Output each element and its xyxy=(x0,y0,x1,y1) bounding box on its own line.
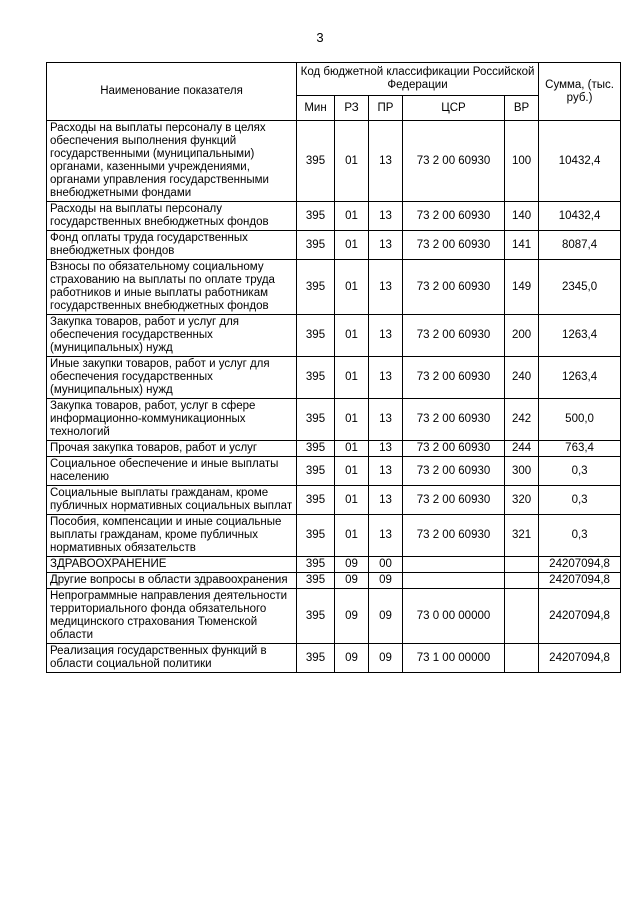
row-sum: 24207094,8 xyxy=(539,557,621,573)
row-vr xyxy=(505,557,539,573)
row-csr xyxy=(403,573,505,589)
row-vr: 300 xyxy=(505,457,539,486)
row-name: Закупка товаров, работ, услуг в сфере информационно-коммуникационных технологий xyxy=(47,399,297,441)
row-rz: 09 xyxy=(335,573,369,589)
header-name: Наименование показателя xyxy=(47,63,297,121)
row-name: Расходы на выплаты персоналу в целях обеспечения выполнения функций государственными (муниципальными) органами, казенными учреждениями, органами управления государственными внебюджетными фондами xyxy=(47,121,297,202)
row-csr: 73 2 00 60930 xyxy=(403,486,505,515)
table-body xyxy=(47,121,621,673)
row-min: 395 xyxy=(297,589,335,644)
row-vr: 242 xyxy=(505,399,539,441)
row-name: Реализация государственных функций в области социальной политики xyxy=(47,644,297,673)
table-row xyxy=(47,315,621,357)
row-rz: 09 xyxy=(335,644,369,673)
table-row xyxy=(47,486,621,515)
table-row xyxy=(47,260,621,315)
row-min: 395 xyxy=(297,357,335,399)
row-min: 395 xyxy=(297,121,335,202)
row-vr: 141 xyxy=(505,231,539,260)
row-vr xyxy=(505,644,539,673)
row-csr: 73 2 00 60930 xyxy=(403,357,505,399)
row-pr: 09 xyxy=(369,589,403,644)
row-csr: 73 2 00 60930 xyxy=(403,399,505,441)
row-min: 395 xyxy=(297,441,335,457)
row-pr: 13 xyxy=(369,515,403,557)
row-pr: 13 xyxy=(369,231,403,260)
row-pr: 13 xyxy=(369,315,403,357)
row-min: 395 xyxy=(297,486,335,515)
header-vr: ВР xyxy=(505,96,539,121)
row-min: 395 xyxy=(297,515,335,557)
row-sum: 1263,4 xyxy=(539,357,621,399)
row-min: 395 xyxy=(297,260,335,315)
row-vr: 321 xyxy=(505,515,539,557)
row-csr: 73 2 00 60930 xyxy=(403,260,505,315)
row-name: Расходы на выплаты персоналу государственных внебюджетных фондов xyxy=(47,202,297,231)
header-rz: РЗ xyxy=(335,96,369,121)
row-rz: 09 xyxy=(335,557,369,573)
table-row xyxy=(47,557,621,573)
row-min: 395 xyxy=(297,644,335,673)
row-pr: 13 xyxy=(369,357,403,399)
row-rz: 01 xyxy=(335,486,369,515)
row-name: Другие вопросы в области здравоохранения xyxy=(47,573,297,589)
row-csr: 73 0 00 00000 xyxy=(403,589,505,644)
row-sum: 24207094,8 xyxy=(539,573,621,589)
row-sum: 24207094,8 xyxy=(539,589,621,644)
row-sum: 0,3 xyxy=(539,486,621,515)
row-name: Фонд оплаты труда государственных внебюджетных фондов xyxy=(47,231,297,260)
row-rz: 01 xyxy=(335,315,369,357)
row-pr: 13 xyxy=(369,202,403,231)
row-vr: 140 xyxy=(505,202,539,231)
row-pr: 09 xyxy=(369,573,403,589)
table-row xyxy=(47,441,621,457)
row-min: 395 xyxy=(297,557,335,573)
row-sum: 763,4 xyxy=(539,441,621,457)
row-vr xyxy=(505,573,539,589)
row-rz: 09 xyxy=(335,589,369,644)
row-rz: 01 xyxy=(335,260,369,315)
row-vr: 240 xyxy=(505,357,539,399)
table-row xyxy=(47,231,621,260)
row-vr: 200 xyxy=(505,315,539,357)
row-pr: 13 xyxy=(369,441,403,457)
table-row xyxy=(47,121,621,202)
header-min: Мин xyxy=(297,96,335,121)
table-row xyxy=(47,399,621,441)
row-sum: 10432,4 xyxy=(539,121,621,202)
row-min: 395 xyxy=(297,315,335,357)
row-pr: 13 xyxy=(369,121,403,202)
table-row xyxy=(47,357,621,399)
row-min: 395 xyxy=(297,573,335,589)
row-min: 395 xyxy=(297,457,335,486)
table-row xyxy=(47,644,621,673)
row-rz: 01 xyxy=(335,441,369,457)
row-csr: 73 2 00 60930 xyxy=(403,441,505,457)
row-sum: 10432,4 xyxy=(539,202,621,231)
table-row xyxy=(47,589,621,644)
row-csr: 73 2 00 60930 xyxy=(403,231,505,260)
row-rz: 01 xyxy=(335,357,369,399)
header-csr: ЦСР xyxy=(403,96,505,121)
table-row xyxy=(47,457,621,486)
row-csr xyxy=(403,557,505,573)
row-sum: 0,3 xyxy=(539,515,621,557)
page-number: 3 xyxy=(316,30,324,45)
row-sum: 24207094,8 xyxy=(539,644,621,673)
row-pr: 09 xyxy=(369,644,403,673)
row-min: 395 xyxy=(297,399,335,441)
row-name: ЗДРАВООХРАНЕНИЕ xyxy=(47,557,297,573)
row-pr: 13 xyxy=(369,260,403,315)
row-vr xyxy=(505,589,539,644)
row-pr: 00 xyxy=(369,557,403,573)
row-vr: 149 xyxy=(505,260,539,315)
header-pr: ПР xyxy=(369,96,403,121)
row-name: Социальное обеспечение и иные выплаты населению xyxy=(47,457,297,486)
row-pr: 13 xyxy=(369,457,403,486)
row-sum: 1263,4 xyxy=(539,315,621,357)
row-name: Закупка товаров, работ и услуг для обеспечения государственных (муниципальных) нужд xyxy=(47,315,297,357)
row-csr: 73 1 00 00000 xyxy=(403,644,505,673)
row-csr: 73 2 00 60930 xyxy=(403,202,505,231)
row-min: 395 xyxy=(297,231,335,260)
row-name: Пособия, компенсации и иные социальные выплаты гражданам, кроме публичных нормативных обязательств xyxy=(47,515,297,557)
table-row xyxy=(47,202,621,231)
row-name: Социальные выплаты гражданам, кроме публичных нормативных социальных выплат xyxy=(47,486,297,515)
row-csr: 73 2 00 60930 xyxy=(403,121,505,202)
row-rz: 01 xyxy=(335,399,369,441)
row-rz: 01 xyxy=(335,121,369,202)
row-vr: 100 xyxy=(505,121,539,202)
row-rz: 01 xyxy=(335,231,369,260)
row-sum: 500,0 xyxy=(539,399,621,441)
row-name: Взносы по обязательному социальному страхованию на выплаты по оплате труда работников и иные выплаты работникам государственных внебюджетных фондов xyxy=(47,260,297,315)
row-vr: 320 xyxy=(505,486,539,515)
row-csr: 73 2 00 60930 xyxy=(403,315,505,357)
row-name: Непрограммные направления деятельности территориального фонда обязательного медицинского страхования Тюменской области xyxy=(47,589,297,644)
row-csr: 73 2 00 60930 xyxy=(403,457,505,486)
row-vr: 244 xyxy=(505,441,539,457)
row-sum: 2345,0 xyxy=(539,260,621,315)
row-name: Иные закупки товаров, работ и услуг для обеспечения государственных (муниципальных) нужд xyxy=(47,357,297,399)
row-sum: 0,3 xyxy=(539,457,621,486)
row-rz: 01 xyxy=(335,457,369,486)
row-min: 395 xyxy=(297,202,335,231)
row-rz: 01 xyxy=(335,202,369,231)
header-code-group: Код бюджетной классификации Российской Федерации xyxy=(297,63,539,96)
header-sum: Сумма, (тыс. руб.) xyxy=(539,63,621,121)
row-pr: 13 xyxy=(369,486,403,515)
table-row xyxy=(47,573,621,589)
row-pr: 13 xyxy=(369,399,403,441)
table-row xyxy=(47,515,621,557)
row-sum: 8087,4 xyxy=(539,231,621,260)
budget-table xyxy=(46,62,621,673)
row-csr: 73 2 00 60930 xyxy=(403,515,505,557)
row-rz: 01 xyxy=(335,515,369,557)
row-name: Прочая закупка товаров, работ и услуг xyxy=(47,441,297,457)
